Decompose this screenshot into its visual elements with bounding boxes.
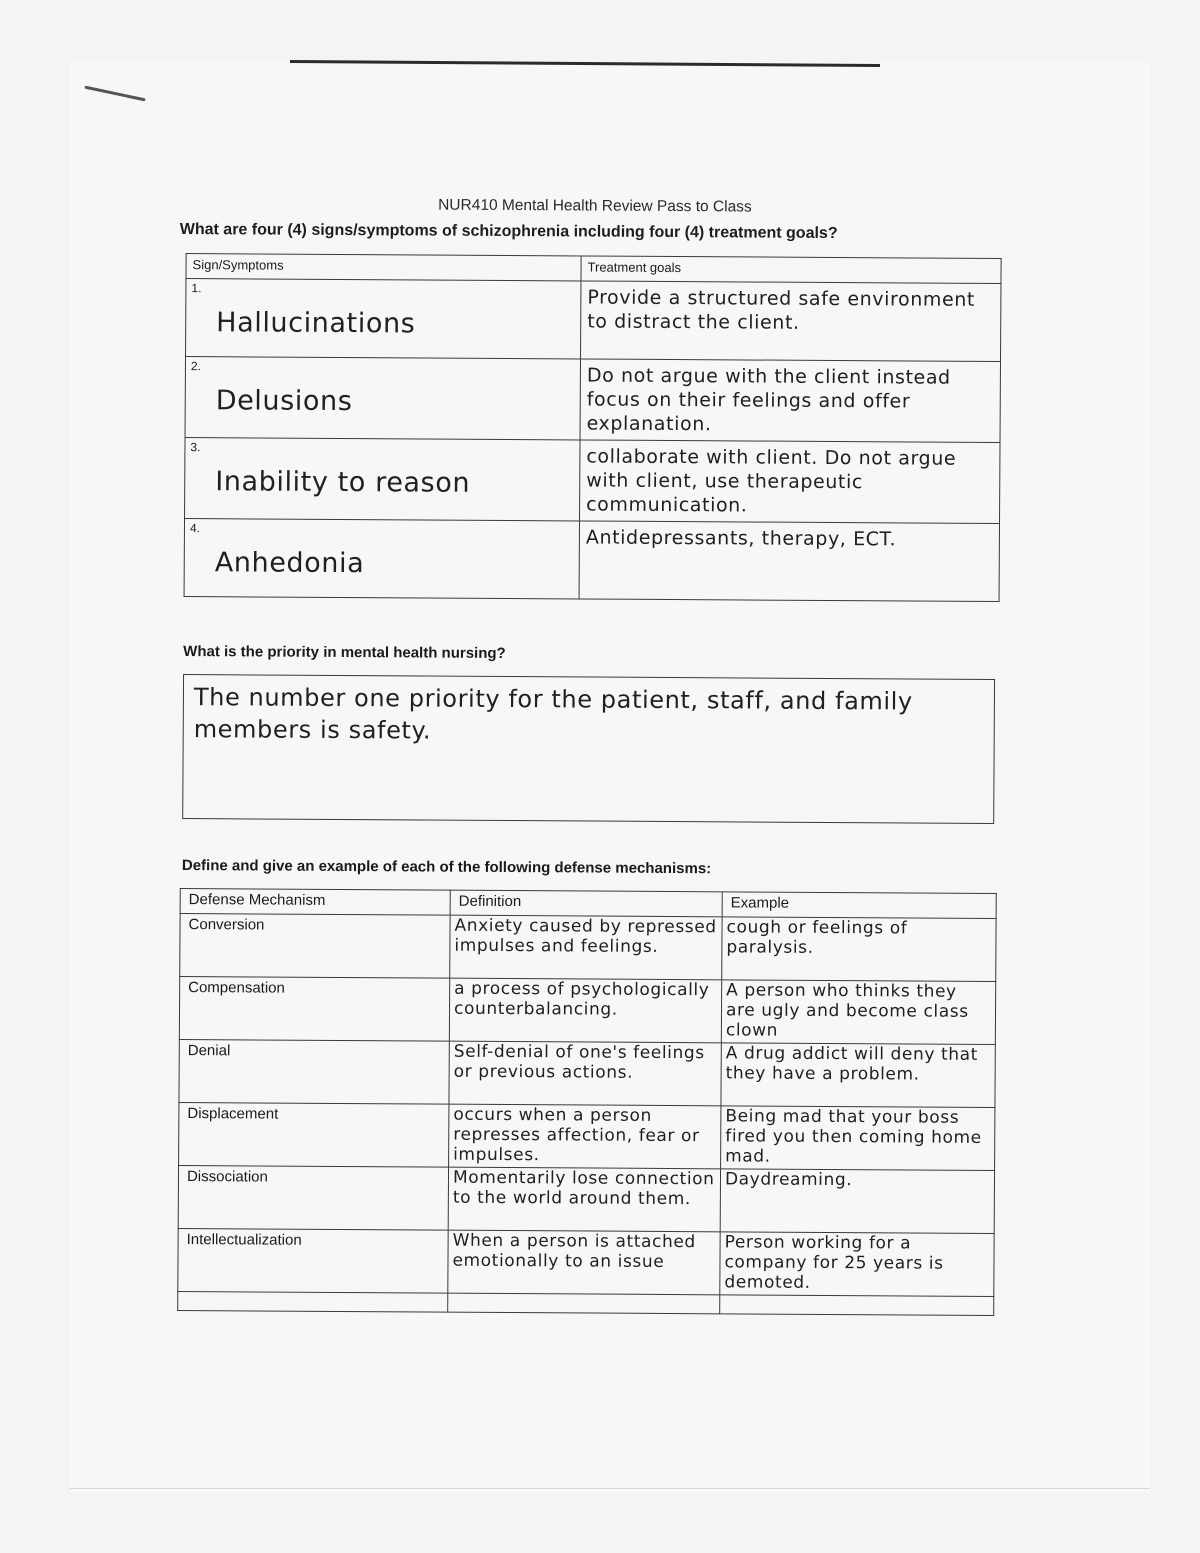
table-row bbox=[178, 1166, 994, 1234]
mechanism-name: Displacement bbox=[187, 1105, 279, 1123]
goal-text: collaborate with client. Do not argue with client, use therapeutic communication. bbox=[586, 445, 957, 517]
mechanism-name: Compensation bbox=[188, 979, 285, 997]
table-row bbox=[179, 1103, 995, 1171]
goal-text: Antidepressants, therapy, ECT. bbox=[585, 526, 897, 551]
example-text: Being mad that your boss fired you then coming home mad. bbox=[725, 1106, 982, 1167]
sign-text: Delusions bbox=[215, 385, 353, 418]
col-treatment-goals: Treatment goals bbox=[581, 256, 1001, 284]
priority-question: What is the priority in mental health nursing? bbox=[183, 643, 506, 662]
col-definition: Definition bbox=[450, 890, 722, 917]
schizophrenia-question: What are four (4) signs/symptoms of schizophrenia including four (4) treatment goals? bbox=[179, 220, 838, 243]
example-text: A drug addict will deny that they have a problem. bbox=[725, 1043, 979, 1085]
schizophrenia-table bbox=[184, 253, 1002, 602]
mechanism-name: Conversion bbox=[188, 916, 265, 934]
defense-question: Define and give an example of each of the following defense mechanisms: bbox=[181, 857, 712, 878]
mechanism-name: Dissociation bbox=[186, 1168, 268, 1186]
table-row bbox=[184, 519, 999, 602]
example-text: A person who thinks they are ugly and become class clown bbox=[725, 980, 969, 1041]
defense-table bbox=[177, 888, 997, 1316]
priority-answer: The number one priority for the patient, staff, and family members is safety. bbox=[182, 674, 995, 824]
page-title: NUR410 Mental Health Review Pass to Class bbox=[438, 196, 752, 216]
sign-text: Anhedonia bbox=[214, 547, 365, 580]
goal-text: Provide a structured safe environment to distract the client. bbox=[587, 286, 976, 334]
example-text: Person working for a company for 25 years is demoted. bbox=[724, 1232, 944, 1293]
row-number: 3. bbox=[190, 440, 201, 455]
mechanism-name: Intellectualization bbox=[186, 1231, 302, 1249]
table-row bbox=[178, 1229, 994, 1297]
col-sign-symptoms: Sign/Symptoms bbox=[186, 254, 581, 281]
table-row bbox=[179, 1040, 995, 1108]
table-row bbox=[185, 357, 1000, 443]
table-row bbox=[179, 977, 995, 1045]
table-row bbox=[185, 438, 1000, 524]
col-defense-mechanism: Defense Mechanism bbox=[180, 889, 450, 916]
definition-text: Momentarily lose connection to the world around them. bbox=[452, 1167, 715, 1210]
table-row bbox=[186, 279, 1001, 362]
sign-text: Hallucinations bbox=[216, 307, 416, 340]
definition-text: Self-denial of one's feelings or previous actions. bbox=[453, 1041, 705, 1083]
definition-text: a process of psychologically counterbalancing. bbox=[453, 978, 710, 1020]
goal-text: Do not argue with the client instead focus on their feelings and offer explanation. bbox=[586, 364, 951, 436]
example-text: Daydreaming. bbox=[724, 1169, 853, 1191]
definition-text: occurs when a person represses affection, fear or impulses. bbox=[453, 1104, 700, 1166]
definition-text: Anxiety caused by repressed impulses and feelings. bbox=[454, 915, 717, 957]
table-row bbox=[180, 914, 996, 982]
col-example: Example bbox=[722, 892, 996, 919]
row-number: 4. bbox=[189, 521, 201, 536]
worksheet bbox=[173, 195, 1010, 1316]
row-number: 1. bbox=[191, 281, 202, 296]
row-number: 2. bbox=[190, 359, 202, 374]
sign-text: Inability to reason bbox=[215, 466, 471, 499]
scan-bottom-edge bbox=[70, 1488, 1150, 1489]
mechanism-name: Denial bbox=[187, 1042, 231, 1060]
definition-text: When a person is attached emotionally to an issue bbox=[452, 1230, 696, 1272]
example-text: cough or feelings of paralysis. bbox=[726, 917, 908, 958]
